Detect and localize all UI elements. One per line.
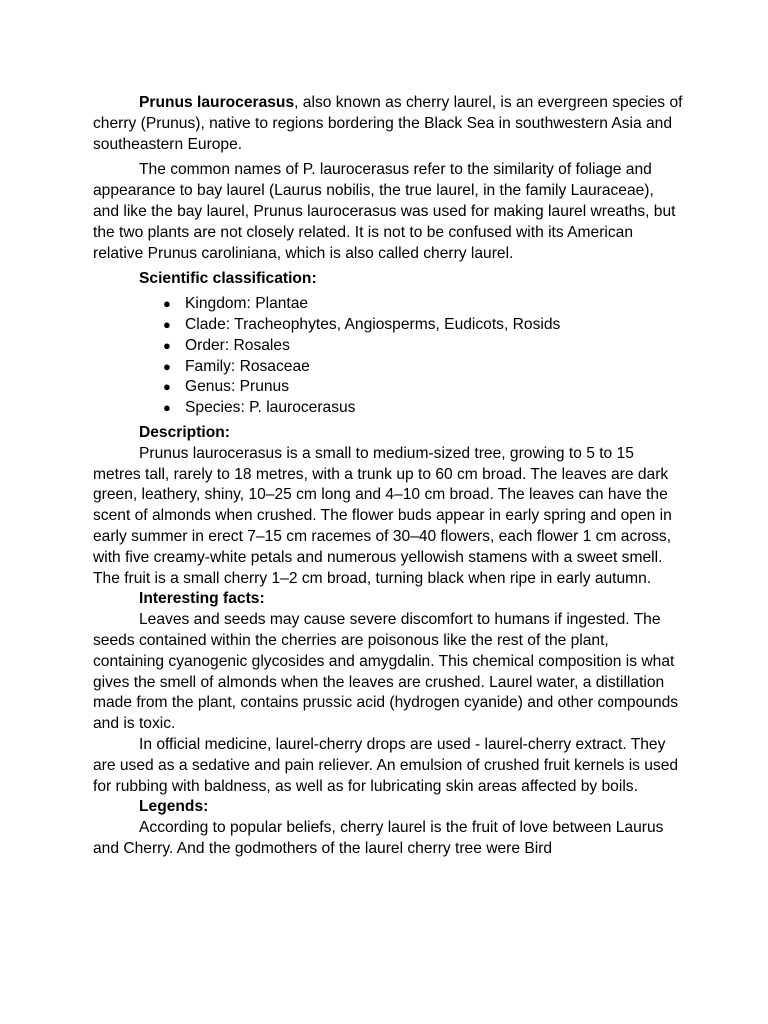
bullet-icon: ● bbox=[163, 358, 171, 374]
list-item bbox=[93, 336, 683, 357]
description-heading: Description: bbox=[139, 423, 230, 441]
facts-heading: Interesting facts: bbox=[139, 590, 265, 608]
species-name: Prunus laurocerasus bbox=[139, 94, 295, 111]
list-item-text: Order: Rosales bbox=[185, 336, 290, 354]
list-item-text: Kingdom: Plantae bbox=[185, 295, 309, 313]
list-item bbox=[93, 357, 683, 378]
intro-paragraph bbox=[93, 93, 683, 155]
list-item bbox=[93, 398, 683, 419]
list-item-text: Family: Rosaceae bbox=[185, 357, 310, 375]
classification-heading: Scientific classification: bbox=[139, 270, 317, 288]
list-item-text: Genus: Prunus bbox=[185, 378, 290, 396]
bullet-icon: ● bbox=[163, 296, 171, 312]
bullet-icon: ● bbox=[163, 400, 171, 416]
legends-heading: Legends: bbox=[139, 798, 209, 816]
bullet-icon: ● bbox=[163, 379, 171, 395]
facts-paragraph-2: In official medicine, laurel-cherry drops are used - laurel-cherry extract. They are used as a sedative and pain reliever. An emulsion of crushed fruit kernels is used for rubbing with baldness, as well as for lubricating skin areas affected by boils. bbox=[93, 735, 679, 795]
legends-paragraph: According to popular beliefs, cherry laurel is the fruit of love between Laurus and Cherry. And the godmothers of the laurel cherry tree were Bird bbox=[93, 819, 664, 857]
intro-text: , also known as cherry laurel, is an evergreen species of cherry (Prunus), native to regions bordering the Black Sea in southwestern Asia and southeastern Europe. bbox=[93, 94, 683, 153]
document-page bbox=[93, 93, 683, 860]
list-item bbox=[93, 315, 683, 336]
list-item-text: Clade: Tracheophytes, Angiosperms, Eudicots, Rosids bbox=[185, 315, 561, 333]
bullet-icon: ● bbox=[163, 316, 171, 332]
bullet-icon: ● bbox=[163, 337, 171, 353]
list-item bbox=[93, 294, 683, 315]
facts-paragraph-1: Leaves and seeds may cause severe discomfort to humans if ingested. The seeds contained within the cherries are poisonous like the rest of the plant, containing cyanogenic glycosides and amygdalin. This chemical composition is what gives the smell of almonds when the leaves are crushed. Laurel water, a distillation made from the plant, contains prussic acid (hydrogen cyanide) and other compounds and is toxic. bbox=[93, 611, 679, 733]
list-item-text: Species: P. laurocerasus bbox=[185, 399, 356, 417]
classification-list bbox=[93, 294, 683, 419]
description-paragraph: Prunus laurocerasus is a small to medium-sized tree, growing to 5 to 15 metres tall, rarely to 18 metres, with a trunk up to 60 cm broad. The leaves are dark green, leathery, shiny, 10–25 cm long and 4–10 cm broad. The leaves can have the scent of almonds when crushed. The flower buds appear in early spring and open in early summer in erect 7–15 cm racemes of 30–40 flowers, each flower 1 cm across, with five creamy-white petals and numerous yellowish stamens with a sweet smell. The fruit is a small cherry 1–2 cm broad, turning black when ripe in early autumn. bbox=[93, 444, 672, 587]
list-item bbox=[93, 377, 683, 398]
common-names-paragraph: The common names of P. laurocerasus refer to the similarity of foliage and appearance to bay laurel (Laurus nobilis, the true laurel, in the family Lauraceae), and like the bay laurel, Prunus laurocerasus was used for making laurel wreaths, but the two plants are not closely related. It is not to be confused with its American relative Prunus caroliniana, which is also called cherry laurel. bbox=[93, 161, 676, 262]
